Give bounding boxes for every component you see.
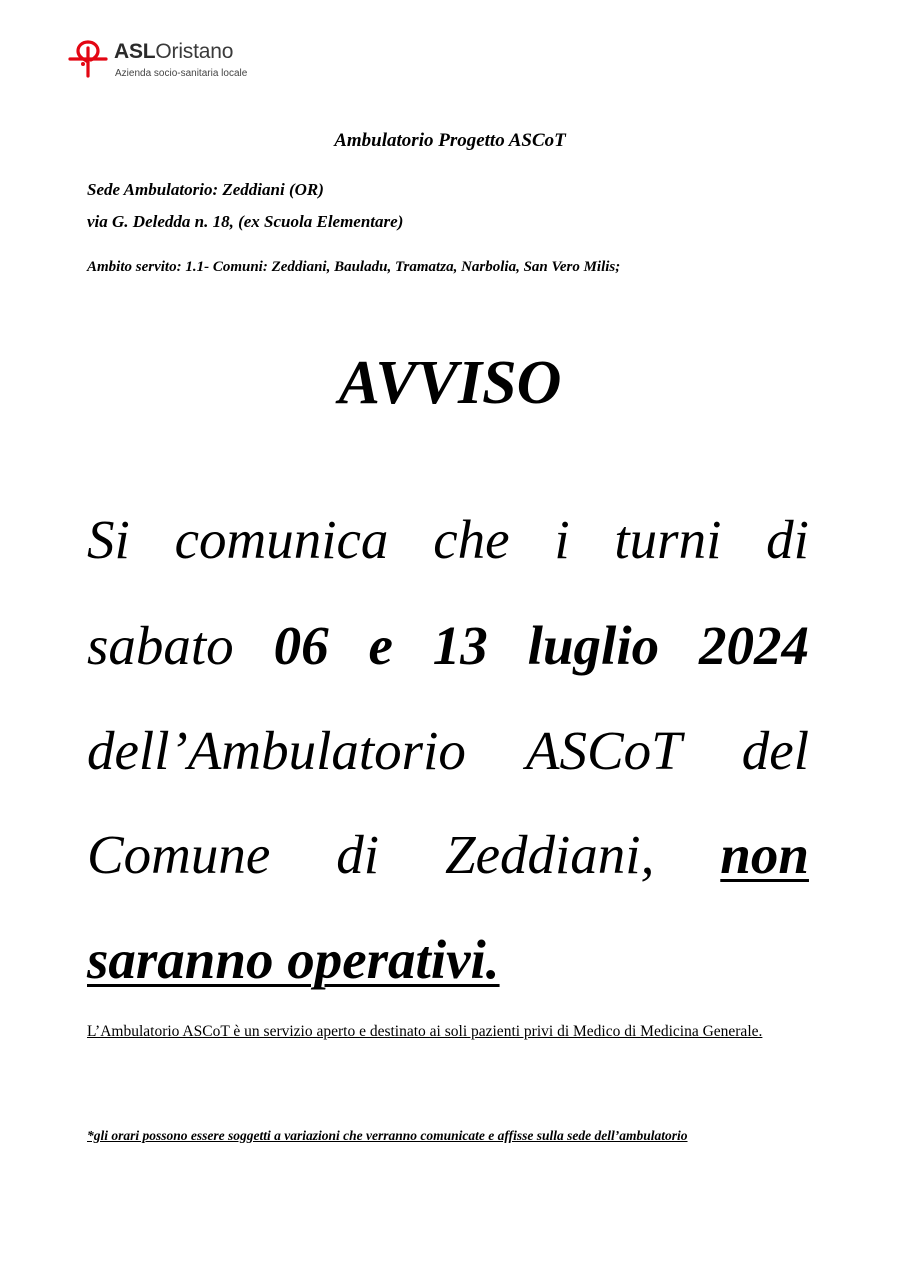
notice-line-1 — [87, 508, 809, 571]
notice-word: Si — [87, 509, 130, 570]
notice-emphasis-closing: saranno operativi. — [87, 929, 500, 990]
notice-word: dell’Ambulatorio — [87, 720, 466, 781]
logo-brand-regular: Oristano — [155, 40, 234, 63]
asl-oristano-logo — [68, 38, 268, 86]
notice-emphasis-non: non — [720, 824, 809, 885]
notice-date-word: 06 — [273, 615, 329, 676]
ambito-servito: Ambito servito: 1.1- Comuni: Zeddiani, Bauladu, Tramatza, Narbolia, San Vero Milis; — [87, 259, 621, 275]
logo-brand-bold: ASL — [114, 40, 156, 63]
service-note: L’Ambulatorio ASCoT è un servizio aperto e destinato ai soli pazienti privi di Medico di Medicina Generale. — [87, 1023, 763, 1040]
notice-date-word: 2024 — [699, 615, 809, 676]
notice-word: i — [554, 509, 570, 570]
notice-line-3 — [87, 719, 809, 782]
notice-word: Comune — [87, 824, 271, 885]
notice-word: sabato — [87, 615, 234, 676]
address-line: via G. Deledda n. 18, (ex Scuola Elementare) — [87, 212, 404, 231]
notice-word: di — [336, 824, 380, 885]
notice-word: ASCoT — [525, 720, 682, 781]
notice-line-4 — [87, 823, 809, 886]
notice-date-word: e — [368, 615, 393, 676]
notice-word: di — [766, 509, 809, 570]
logo-subtitle: Azienda socio-sanitaria locale — [115, 68, 248, 79]
notice-word: del — [741, 720, 809, 781]
notice-word: comunica — [174, 509, 389, 570]
notice-line-2 — [87, 614, 809, 677]
notice-word: Zeddiani, — [445, 824, 655, 885]
notice-heading: AVVISO — [338, 349, 562, 417]
notice-line-5 — [87, 928, 809, 991]
asl-cross-heart-logo-icon — [68, 38, 108, 78]
sede-ambulatorio: Sede Ambulatorio: Zeddiani (OR) — [87, 180, 324, 199]
schedule-footnote: *gli orari possono essere soggetti a variazioni che verranno comunicate e affisse sulla sede dell’ambulatorio — [87, 1128, 688, 1143]
notice-word: turni — [614, 509, 722, 570]
document-title: Ambulatorio Progetto ASCoT — [334, 130, 566, 151]
logo-brand-text — [114, 40, 233, 64]
notice-word: che — [433, 509, 510, 570]
notice-date-word: 13 — [432, 615, 488, 676]
notice-date-word: luglio — [527, 615, 660, 676]
